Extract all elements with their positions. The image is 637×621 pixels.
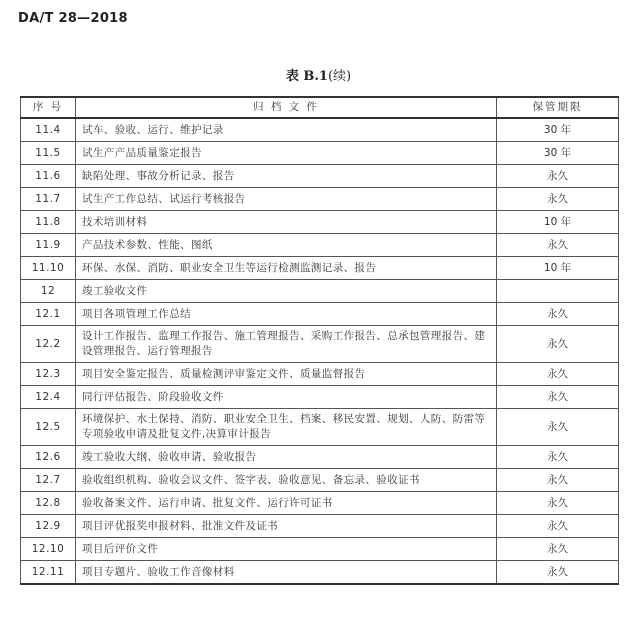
table-row [21,142,619,165]
retention-period-cell: 永久 [497,363,619,386]
row-number-cell: 12.8 [21,492,76,515]
row-number-cell: 12.9 [21,515,76,538]
table-row [21,234,619,257]
retention-period-cell: 30 年 [497,142,619,165]
table-row-section [21,280,619,303]
table-row [21,363,619,386]
archived-file-cell: 设计工作报告、监理工作报告、施工管理报告、采购工作报告、总承包管理报告、建设管理报告、运行管理报告 [76,326,497,363]
archived-file-cell: 项目各项管理工作总结 [76,303,497,326]
retention-period-cell: 永久 [497,538,619,561]
table-row [21,326,619,363]
archived-file-cell: 验收备案文件、运行申请、批复文件、运行许可证书 [76,492,497,515]
table-row [21,446,619,469]
archived-file-cell: 试车、验收、运行、维护记录 [76,118,497,142]
archived-file-cell: 项目专题片、验收工作音像材料 [76,561,497,585]
archived-file-cell: 竣工验收大纲、验收申请、验收报告 [76,446,497,469]
row-number-cell: 12.11 [21,561,76,585]
table-row [21,257,619,280]
table-header-row [21,97,619,118]
table-row [21,515,619,538]
row-number-cell: 12.10 [21,538,76,561]
archived-file-cell: 项目评优报奖申报材料、批准文件及证书 [76,515,497,538]
archived-file-cell: 验收组织机构、验收会议文件、签字表、验收意见、备忘录、验收证书 [76,469,497,492]
archived-file-cell: 试生产工作总结、试运行考核报告 [76,188,497,211]
table-row [21,538,619,561]
table-row [21,561,619,585]
table-caption [0,65,637,84]
row-number-cell: 11.6 [21,165,76,188]
table-row [21,409,619,446]
retention-period-cell: 永久 [497,234,619,257]
table-caption-title: 表 B.1 [285,69,328,84]
archived-file-cell: 试生产产品质量鉴定报告 [76,142,497,165]
row-number-cell: 12.2 [21,326,76,363]
table-body [21,118,619,584]
archived-file-cell: 同行评估报告、阶段验收文件 [76,386,497,409]
archive-retention-table [20,96,619,585]
row-number-cell: 12.5 [21,409,76,446]
retention-period-cell: 永久 [497,386,619,409]
table-caption-continued: (续) [327,69,352,84]
column-header-number: 序 号 [21,97,76,118]
row-number-cell: 11.7 [21,188,76,211]
retention-period-cell: 永久 [497,409,619,446]
section-heading-cell: 竣工验收文件 [76,280,497,303]
archived-file-cell: 缺陷处理、事故分析记录、报告 [76,165,497,188]
row-number-cell: 12.7 [21,469,76,492]
retention-period-cell: 永久 [497,561,619,585]
table-row [21,303,619,326]
retention-period-cell: 永久 [497,326,619,363]
table-row [21,492,619,515]
column-header-retention-period: 保管期限 [497,97,619,118]
row-number-cell: 11.8 [21,211,76,234]
retention-period-cell: 永久 [497,303,619,326]
retention-period-cell: 永久 [497,165,619,188]
document-code: DA/T 28—2018 [18,11,128,26]
retention-period-cell: 永久 [497,446,619,469]
table-row [21,118,619,142]
retention-period-cell: 永久 [497,469,619,492]
table-row [21,211,619,234]
retention-period-cell: 30 年 [497,118,619,142]
archived-file-cell: 环境保护、水土保持、消防、职业安全卫生、档案、移民安置、规划、人防、防雷等专项验收申请及批复文件,决算审计报告 [76,409,497,446]
row-number-cell: 11.4 [21,118,76,142]
archived-file-cell: 项目安全鉴定报告、质量检测评审鉴定文件、质量监督报告 [76,363,497,386]
row-number-cell: 11.10 [21,257,76,280]
table-row [21,469,619,492]
archived-file-cell: 项目后评价文件 [76,538,497,561]
retention-period-cell: 永久 [497,515,619,538]
table-header [21,97,619,118]
table-row [21,386,619,409]
row-number-cell: 12 [21,280,76,303]
column-header-archived-file: 归 档 文 件 [76,97,497,118]
row-number-cell: 11.9 [21,234,76,257]
row-number-cell: 12.1 [21,303,76,326]
retention-period-cell: 永久 [497,188,619,211]
table-row [21,165,619,188]
table-row [21,188,619,211]
archived-file-cell: 环保、水保、消防、职业安全卫生等运行检测监测记录、报告 [76,257,497,280]
retention-period-cell: 10 年 [497,257,619,280]
archived-file-cell: 产品技术参数、性能、图纸 [76,234,497,257]
retention-period-cell [497,280,619,303]
archived-file-cell: 技术培训材料 [76,211,497,234]
retention-period-cell: 永久 [497,492,619,515]
retention-period-cell: 10 年 [497,211,619,234]
row-number-cell: 12.6 [21,446,76,469]
row-number-cell: 11.5 [21,142,76,165]
row-number-cell: 12.3 [21,363,76,386]
row-number-cell: 12.4 [21,386,76,409]
